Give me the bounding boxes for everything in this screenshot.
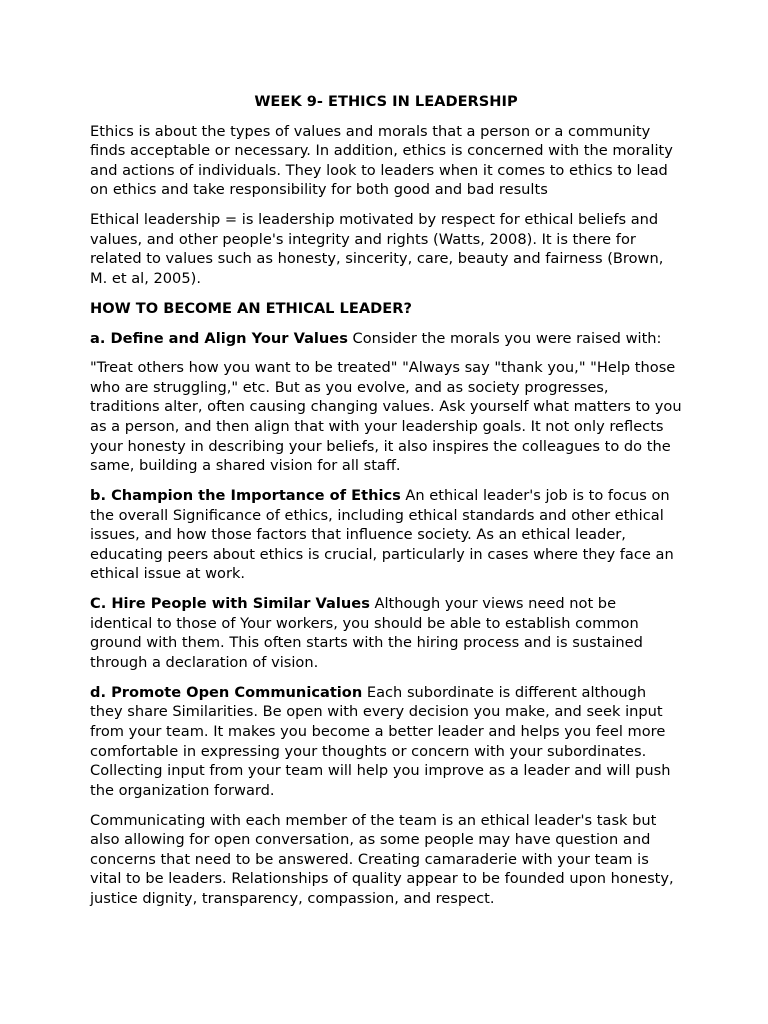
point-a-text: Consider the morals you were raised with:: [347, 329, 662, 347]
section-heading: HOW TO BECOME AN ETHICAL LEADER?: [90, 299, 412, 317]
point-a-paragraph: [90, 329, 682, 349]
point-c-paragraph: [90, 594, 682, 672]
point-c-heading: C. Hire People with Similar Values: [90, 595, 370, 613]
document-page: [90, 92, 682, 919]
point-b-text: An ethical leader's job is to focus on the overall Significance of ethics, including ethical standards and other ethical issues, and how those factors that influence society. As an ethical leader, educating peers about ethics is crucial, particularly in cases where they face an ethical issue at work.: [90, 487, 674, 583]
point-d-heading: d. Promote Open Communication: [90, 683, 363, 701]
point-d-text: Each subordinate is different although they share Similarities. Be open with every decision you make, and seek input from your team. It makes you become a better leader and helps you feel more comfortable in expressing your thoughts or concern with your subordinates. Collecting input from your team will help you improve as a leader and will push the organization forward.: [90, 683, 671, 799]
point-b-paragraph: [90, 486, 682, 584]
point-b-heading: b. Champion the Importance of Ethics: [90, 487, 401, 505]
point-a-heading: a. Define and Align Your Values: [90, 329, 348, 347]
point-d-paragraph: [90, 683, 682, 801]
point-c-text: Although your views need not be identical to those of Your workers, you should be able to establish common ground with them. This often starts with the hiring process and is sustained through a declaration of vision.: [90, 595, 643, 671]
closing-paragraph: Communicating with each member of the team is an ethical leader's task but also allowing for open conversation, as some people may have question and concerns that need to be answered. Creating camaraderie with your team is vital to be leaders. Relationships of quality appear to be founded upon honesty, justice dignity, transparency, compassion, and respect.: [90, 811, 674, 907]
definition-paragraph: Ethical leadership = is leadership motivated by respect for ethical beliefs and values, and other people's integrity and rights (Watts, 2008). It is there for related to values such as honesty, sincerity, care, beauty and fairness (Brown, M. et al, 2005).: [90, 211, 664, 287]
intro-paragraph: Ethics is about the types of values and morals that a person or a community finds acceptable or necessary. In addition, ethics is concerned with the morality and actions of individuals. They look to leaders when it comes to ethics to lead on ethics and take responsibility for both good and bad results: [90, 122, 673, 199]
point-a-quote-paragraph: "Treat others how you want to be treated" "Always say "thank you," "Help those who are struggling," etc. But as you evolve, and as society progresses, traditions alter, often causing changing values. Ask yourself what matters to you as a person, and then align that with your leadership goals. It not only reflects your honesty in describing your beliefs, it also inspires the colleagues to do the same, building a shared vision for all staff.: [90, 359, 682, 475]
document-title: WEEK 9- ETHICS IN LEADERSHIP: [254, 93, 518, 110]
